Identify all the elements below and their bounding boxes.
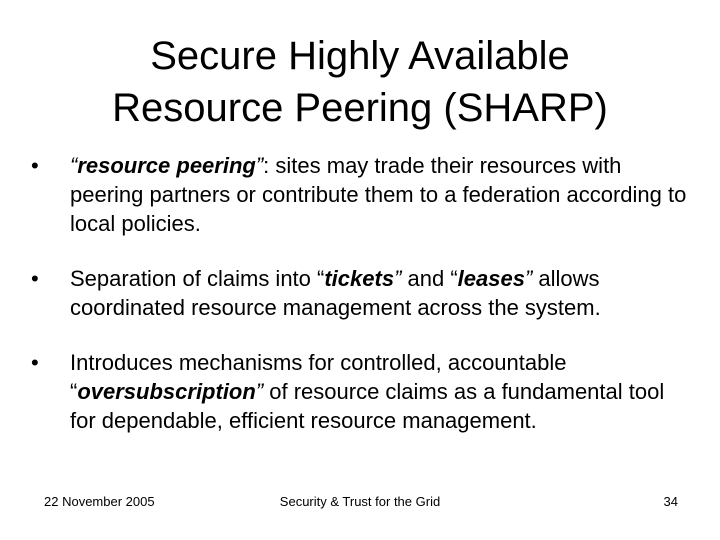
bullet-text: : sites may trade their resources with peering partners or contribute them to a federation according to local policies. — [70, 153, 687, 236]
open-quote: “ — [70, 379, 78, 404]
bullet-list — [28, 151, 688, 435]
close-quote: ” — [524, 266, 533, 291]
bullet-item-resource-peering — [28, 151, 688, 238]
emphasized-term: oversubscription — [77, 379, 256, 404]
bullet-text: and — [401, 266, 451, 291]
footer-page-number: 34 — [663, 494, 678, 509]
footer-title: Security & Trust for the Grid — [279, 494, 441, 509]
emphasized-term: resource peering — [77, 153, 256, 178]
close-quote: ” — [394, 266, 402, 291]
bullet-text: Separation of claims into — [70, 266, 318, 291]
close-quote: ” — [255, 153, 264, 178]
bullet-text: allows coordinated resource management across the system. — [70, 266, 601, 320]
footer-date: 22 November 2005 — [44, 494, 155, 509]
open-quote: “ — [317, 266, 325, 291]
close-quote: ” — [255, 379, 264, 404]
bullet-text: of resource claims as a fundamental tool for dependable, efficient resource management. — [70, 379, 665, 433]
bullet-point: • — [31, 350, 39, 375]
open-quote: “ — [450, 266, 458, 291]
title-line-2: Resource Peering (SHARP) — [112, 86, 608, 130]
bullet-point: • — [31, 266, 39, 291]
emphasized-term: leases — [457, 266, 525, 291]
open-quote: “ — [70, 153, 78, 178]
slide-title — [40, 30, 680, 134]
bullet-item-tickets-leases — [28, 264, 688, 322]
bullet-point: • — [31, 153, 39, 178]
title-line-1: Secure Highly Available — [150, 34, 570, 78]
bullet-text: Introduces mechanisms for controlled, accountable — [70, 350, 567, 375]
bullet-item-oversubscription — [28, 348, 688, 435]
emphasized-term: tickets — [324, 266, 395, 291]
